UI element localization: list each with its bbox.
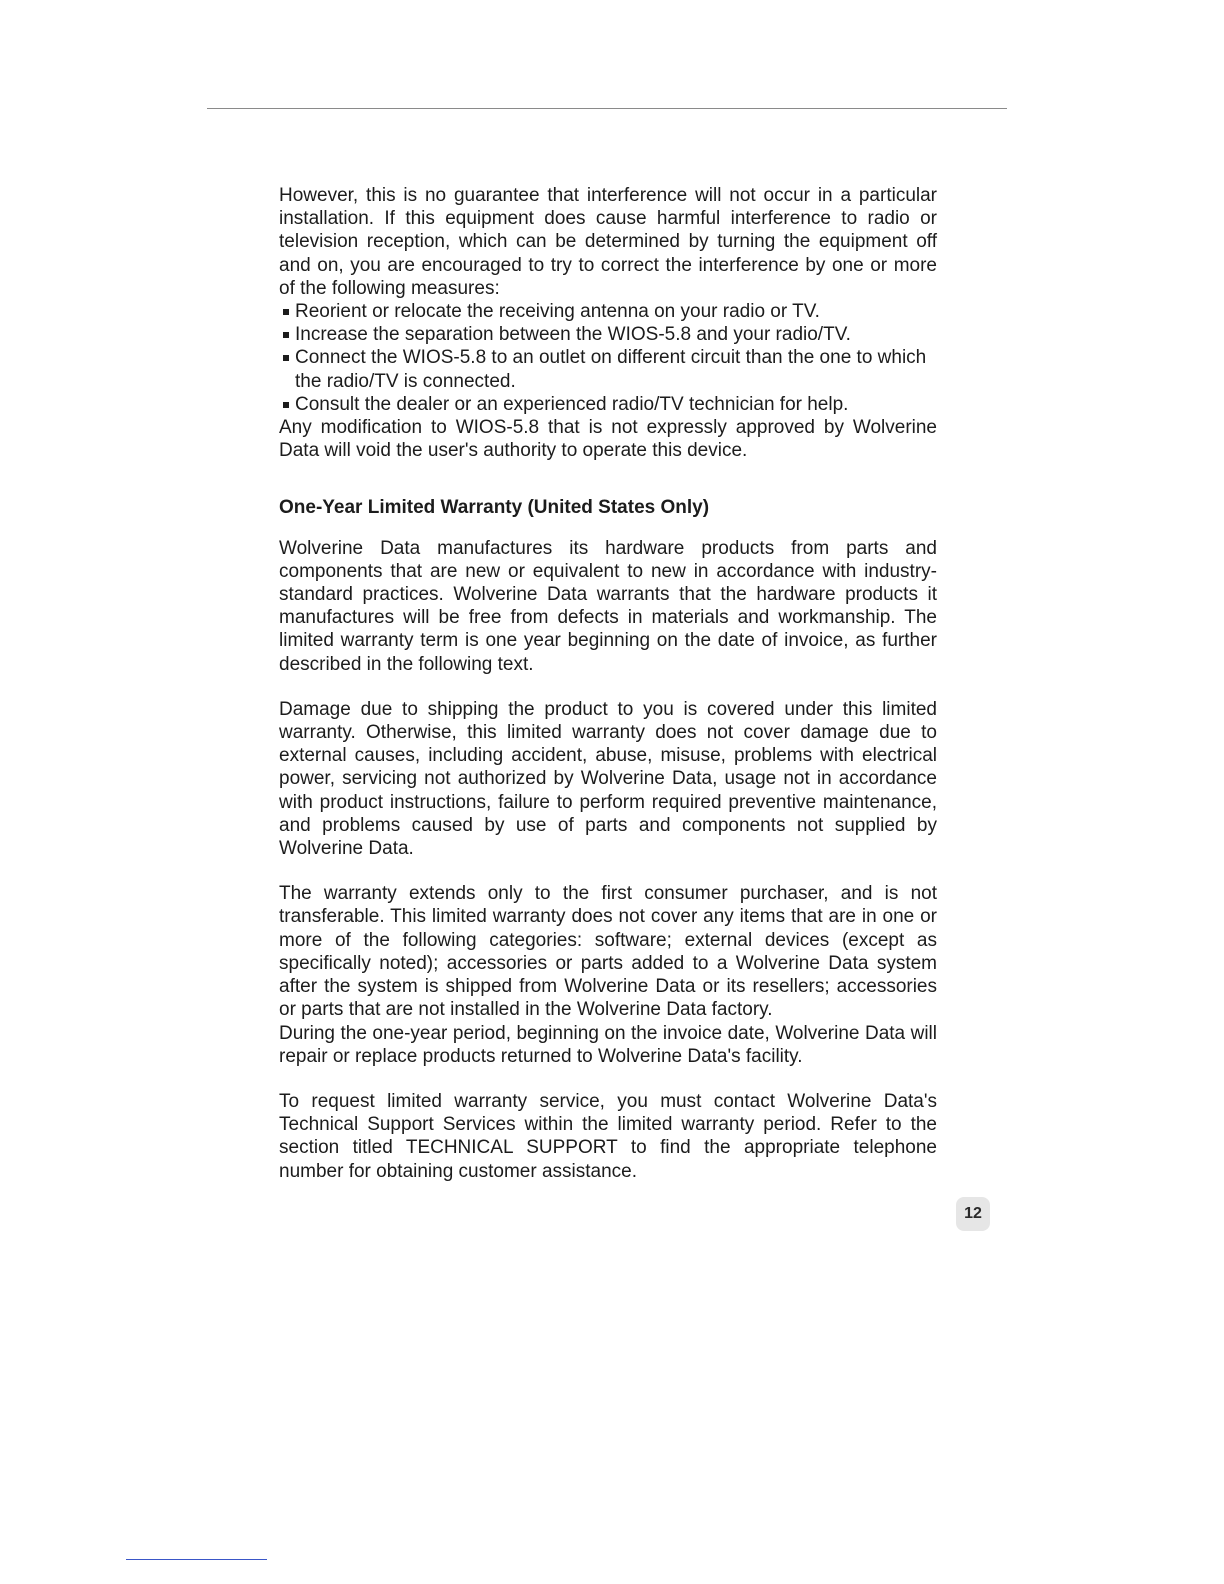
list-item	[279, 393, 937, 416]
square-bullet-icon	[283, 309, 289, 315]
warranty-heading: One-Year Limited Warranty (United States Only)	[279, 497, 710, 519]
list-item-text: Connect the WIOS-5.8 to an outlet on different circuit than the one to which the radio/TV is connected.	[295, 347, 927, 392]
measures-list	[279, 300, 937, 416]
header-rule	[207, 108, 1007, 109]
square-bullet-icon	[283, 355, 289, 361]
list-item	[279, 300, 937, 323]
footer-rule	[126, 1559, 267, 1560]
square-bullet-icon	[283, 402, 289, 408]
warranty-paragraph-service: To request limited warranty service, you must contact Wolverine Data's Technical Support Services within the limited warranty period. Refer to the section titled TECHNICAL SUPPORT to find the appropriate telephone number for obtaining customer assistance.	[279, 1090, 937, 1182]
modification-paragraph: Any modification to WIOS-5.8 that is not expressly approved by Wolverine Data will void the user's authority to operate this device.	[279, 417, 937, 462]
list-item-text: Increase the separation between the WIOS-5.8 and your radio/TV.	[295, 324, 851, 346]
list-item-text: Consult the dealer or an experienced radio/TV technician for help.	[295, 393, 849, 415]
list-item-text: Reorient or relocate the receiving antenna on your radio or TV.	[295, 301, 820, 323]
square-bullet-icon	[283, 332, 289, 338]
warranty-paragraph-repair: During the one-year period, beginning on the invoice date, Wolverine Data will repair or replace products returned to Wolverine Data's facility.	[279, 1022, 937, 1067]
warranty-paragraph-manufacture: Wolverine Data manufactures its hardware products from parts and components that are new or equivalent to new in accordance with industry-standard practices. Wolverine Data warrants that the hardware products it manufactures will be free from defects in materials and workmanship. The limited warranty term is one year beginning on the date of invoice, as further described in the following text.	[279, 537, 937, 675]
interference-paragraph: However, this is no guarantee that interference will not occur in a particular installation. If this equipment does cause harmful interference to radio or television reception, which can be determined by turning the equipment off and on, you are encouraged to try to correct the interference by one or more of the following measures:	[279, 185, 937, 299]
list-item	[279, 346, 937, 392]
page-body	[279, 184, 937, 1183]
page-number-badge: 12	[956, 1197, 990, 1231]
list-item	[279, 323, 937, 346]
warranty-paragraph-coverage: The warranty extends only to the first consumer purchaser, and is not transferable. This limited warranty does not cover any items that are in one or more of the following categories: software; external devices (except as specifically noted); accessories or parts added to a Wolverine Data system after the system is shipped from Wolverine Data or its resellers; accessories or parts that are not installed in the Wolverine Data factory.	[279, 883, 937, 1021]
warranty-paragraph-damage: Damage due to shipping the product to you is covered under this limited warranty. Otherwise, this limited warranty does not cover damage due to external causes, including accident, abuse, misuse, problems with electrical power, servicing not authorized by Wolverine Data, usage not in accordance with product instructions, failure to perform required preventive maintenance, and problems caused by use of parts and components not supplied by Wolverine Data.	[279, 698, 937, 860]
